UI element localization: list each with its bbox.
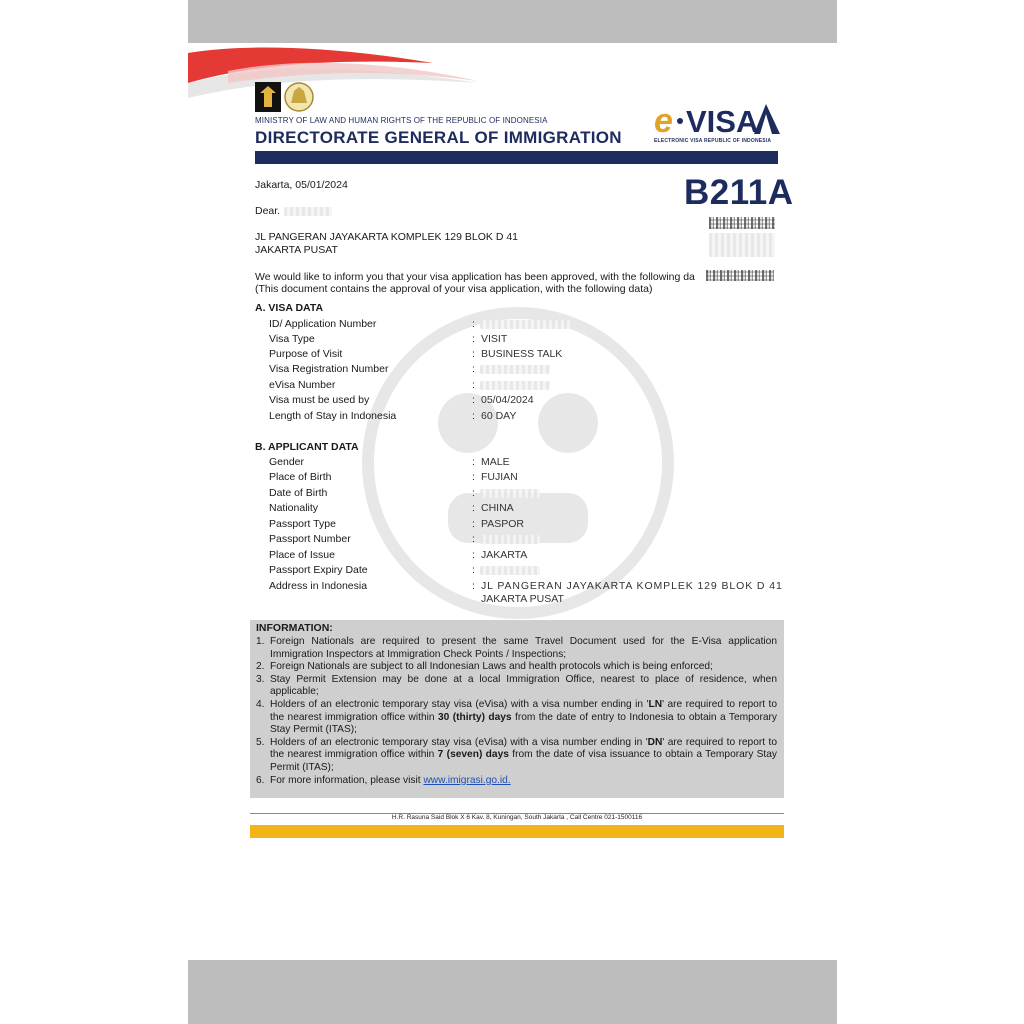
flag-swoosh-graphic [188,43,488,98]
footer-address: H.R. Rasuna Said Blok X 6 Kav. 8, Kuningan, South Jakarta , Call Centre 021-1500116 [391,814,643,821]
information-list [256,636,777,787]
emblem-logos-icon [254,81,314,113]
directorate-title: DIRECTORATE GENERAL OF IMMIGRATION [255,128,622,147]
applicant-label-gender: Gender [269,456,305,468]
applicant-label-place-of-issue: Place of Issue [269,549,335,561]
information-item: 5. Holders of an electronic temporary stay visa (eVisa) with a visa number ending in 'DN' are required to report to the nearest immigration office within 7 (seven) days from the date of visa issuance to obtain a Temporary Stay Permit (ITAS); [256,736,778,773]
evisa-logo-prefix: e [654,102,673,138]
redacted-value [480,535,540,544]
redacted-value [480,381,550,390]
intro-line-1: We would like to inform you that your visa application has been approved, with the following da [255,271,695,283]
redacted-value [480,566,540,575]
applicant-value-address-line-2: JAKARTA PUSAT [481,593,564,605]
header-bar [255,151,778,164]
applicant-value-nationality: CHINA [481,502,514,514]
visa-code: B211A [684,173,794,212]
visa-data-title: A. VISA DATA [255,302,324,314]
top-gray-band [188,0,837,43]
bottom-gray-band [188,960,837,1024]
applicant-value-place-of-issue: JAKARTA [481,549,528,561]
address-line-2: JAKARTA PUSAT [255,244,338,256]
information-item: 3. Stay Permit Extension may be done at a local Immigration Office, nearest to place of residence, when applicable; [256,673,777,698]
salutation: Dear. [255,205,281,217]
applicant-value-address-line-1: JL PANGERAN JAYAKARTA KOMPLEK 129 BLOK D 41 [481,580,783,592]
information-item: 1. Foreign Nationals are required to present the same Travel Document used for the E-Visa application Immigration Inspectors at Immigration Check Points / Inspections; [256,636,777,660]
applicant-data-title: B. APPLICANT DATA [255,441,359,453]
visa-label-use-by: Visa must be used by [269,394,370,406]
applicant-value-gender: MALE [481,456,510,468]
visa-label-purpose: Purpose of Visit [269,348,343,360]
intro-line-2: (This document contains the approval of your visa application, with the following data) [255,283,653,295]
redacted-name [284,207,332,216]
applicant-label-date-of-birth: Date of Birth [269,487,328,499]
information-title: INFORMATION: [256,622,333,634]
redacted-qr-strip [709,217,775,229]
evisa-logo-name: VISA [686,104,759,138]
redacted-qr-inline [706,270,774,281]
visa-value-type: VISIT [481,333,508,345]
visa-label-application-number: ID/ Application Number [269,318,377,330]
redacted-value [480,489,540,498]
evisa-document: MINISTRY OF LAW AND HUMAN RIGHTS OF THE REPUBLIC OF INDONESIA DIRECTORATE GENERAL OF IMMIGRATION e VISA ELECTRONIC VISA REPUBLIC OF INDONESIA Jakarta, 05/01/2024 B211A Dear. JL PANGERAN JAYAKARTA KOMPLEK 129 BLOK D 41 JAKARTA PUSAT We would like to inform you that your visa application has been approved, with the following da (This document contains the approval of your visa application, with the following data) A. VISA DATA ID/ Application Number : Visa Type : VISIT Purpose of Visit : BUSINESS TALK Visa Registration Number : eVisa Number : Visa must be used by : 05/04/2024 Length of Stay in Indonesia : 60 DAY B. APPLICANT DATA Gender : MALE Place of Birth : FUJIAN Date of Birth : Nationality : CHINA Passport Type : PASPOR Passport Number : Place of Issue : JAKARTA Passport Expiry Date : Address in Indonesia : JL PANGERAN JAYAKARTA KOMPLEK 129 BLOK D 41 JAKARTA PUSAT INFORMATION: 1. Foreign Nationals are required to present the same Travel Document used for the E-Visa application Immigration Inspectors at Immigration Check Points / Inspections; 2. Foreign Nationals are subject to all Indonesian Laws and health protocols which is being enforced; 3. Stay Permit Extension may be done at a local Immigration Office, nearest to place of residence, when applicable; 4. Holders of an electronic temporary stay visa (eVisa) with a visa number ending in 'LN' are required to report to the nearest immigration office within 30 (thirty) days from the date of entry to Indonesia to obtain a Temporary Stay Permit (ITAS); 5. Holders of an electronic temporary stay visa (eVisa) with a visa number ending in 'DN' are required to report to the nearest immigration office within 7 (seven) days from the date of visa issuance to obtain a Temporary Stay Permit (ITAS); 6. For more information, please visit www.imigrasi.go.id. H.R. Rasuna Said Blok X 6 Kav. 8, Kuningan, South Jakarta , Call Centre 021-1500116 [188,43,837,960]
applicant-value-place-of-birth: FUJIAN [481,471,518,483]
applicant-label-address: Address in Indonesia [269,580,368,592]
address-line-1: JL PANGERAN JAYAKARTA KOMPLEK 129 BLOK D 41 [255,231,518,243]
information-item: 6. For more information, please visit www.imigrasi.go.id. [256,774,511,786]
visa-label-registration-number: Visa Registration Number [269,363,389,375]
applicant-label-passport-number: Passport Number [269,533,351,545]
evisa-logo [654,100,784,138]
redacted-value [480,320,572,329]
visa-value-length-of-stay: 60 DAY [481,410,517,422]
ministry-name: MINISTRY OF LAW AND HUMAN RIGHTS OF THE REPUBLIC OF INDONESIA [255,116,548,125]
imigrasi-website-link[interactable]: www.imigrasi.go.id. [423,774,511,786]
footer-yellow-bar [250,825,784,838]
visa-value-purpose: BUSINESS TALK [481,348,563,360]
visa-label-evisa-number: eVisa Number [269,379,336,391]
applicant-label-nationality: Nationality [269,502,319,514]
visa-label-type: Visa Type [269,333,315,345]
redacted-block [709,233,775,257]
evisa-tagline: ELECTRONIC VISA REPUBLIC OF INDONESIA [654,138,772,144]
applicant-value-passport-type: PASPOR [481,518,524,530]
information-item: 4. Holders of an electronic temporary stay visa (eVisa) with a visa number ending in 'LN' are required to report to the nearest immigration office within 30 (thirty) days from the date of entry to Indonesia to obtain a Temporary Stay Permit (ITAS); [256,698,777,736]
logo-group [254,81,314,118]
letter-date: Jakarta, 05/01/2024 [255,179,348,191]
redacted-value [480,365,550,374]
applicant-label-passport-expiry: Passport Expiry Date [269,564,368,576]
visa-value-use-by: 05/04/2024 [481,394,534,406]
applicant-label-place-of-birth: Place of Birth [269,471,332,483]
visa-label-length-of-stay: Length of Stay in Indonesia [269,410,397,422]
applicant-label-passport-type: Passport Type [269,518,336,530]
information-item: 2. Foreign Nationals are subject to all Indonesian Laws and health protocols which is being enforced; [256,661,713,673]
